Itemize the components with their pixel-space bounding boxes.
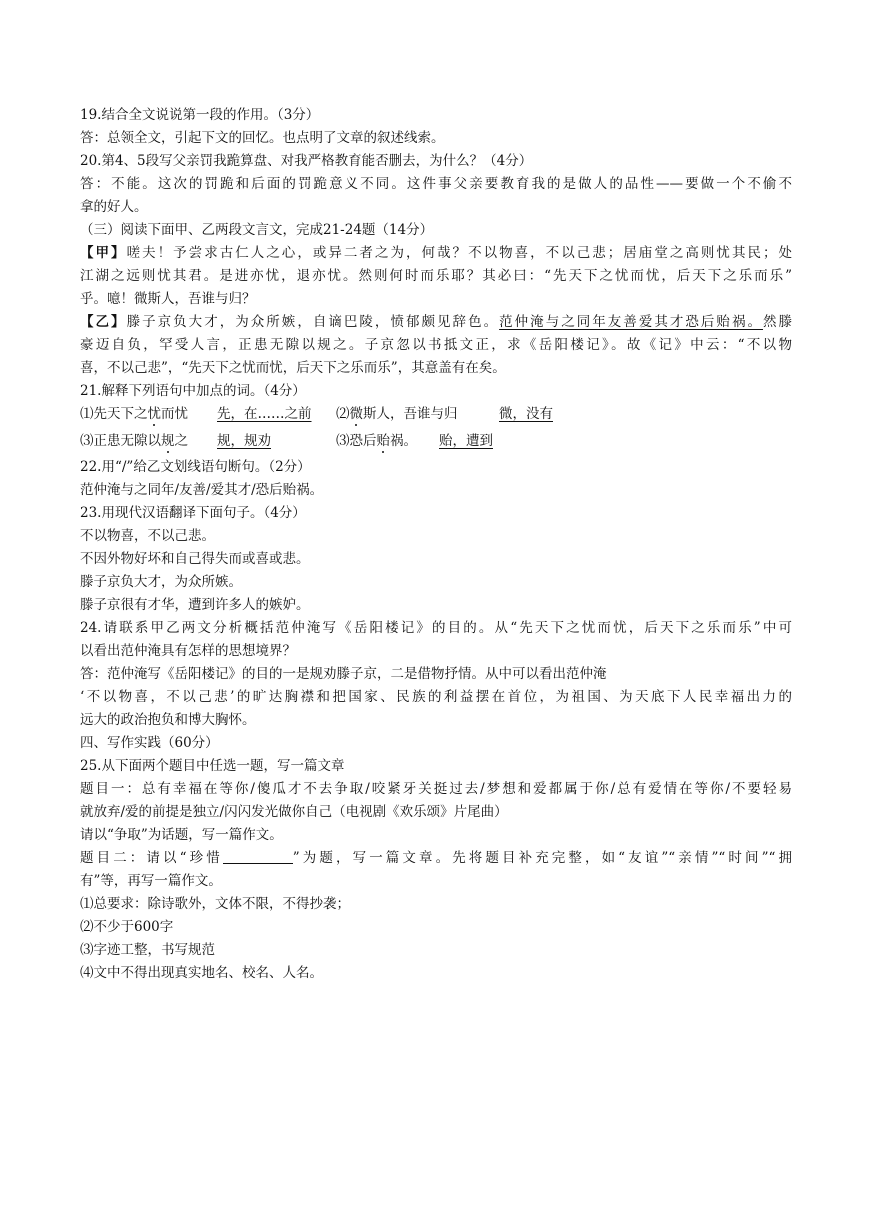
q21-item4-pre: 恐后 [349,433,377,449]
q23-translation1: 不因外物好坏和自己得失而或喜或悲。 [80,551,310,567]
q21-item2-dotted-word: 微 [349,406,363,422]
q25-prompt: 25.从下面两个题目中任选一题，写一篇文章 [80,758,345,774]
q24-answer-line3: 远大的政治抱负和博大胸怀。 [80,712,256,728]
q21-item4-dotted-word: 贻 [376,433,390,449]
requirement-2: ⑵不少于600字 [80,919,174,935]
q21-item2-answer: 微，没有 [499,406,553,422]
requirement-4: ⑷文中不得出现真实地名、校名、人名。 [80,965,323,981]
q20-answer-line2: 拿的好人。 [80,199,148,215]
jia-paragraph-line2: 江湖之远则忧其君。是进亦忧，退亦忧。然则何时而乐耶？其必曰：“先天下之忧而忧，后天下之乐而乐” [80,268,792,284]
topic2-line1 [80,847,792,869]
topic2-text-b: ”为题，写一篇文章。先将题目补充完整，如“友谊”“亲情”“时间”“拥 [292,850,792,866]
yi-paragraph-line1 [80,311,792,333]
q21-question: 21.解释下列语句中加点的词。（4分） [80,383,306,399]
q23-sentence2: 滕子京负大才，为众所嫉。 [80,574,242,590]
jia-text-line1: 嗟夫！予尝求古仁人之心，或异二者之为，何哉？不以物喜，不以己悲；居庙堂之高则忧其民；处 [126,245,793,261]
q23-translation2: 滕子京很有才华，遭到许多人的嫉妒。 [80,597,310,613]
q21-item1-num: ⑴ [80,406,94,422]
q21-item4 [336,430,417,452]
topic1-line1: 题目一：总有幸福在等你/傻瓜才不去争取/咬紧牙关挺过去/梦想和爱都属于你/总有爱情在等你/不要轻易 [80,781,792,797]
q21-item4-post: 祸。 [390,433,417,449]
requirement-1: ⑴总要求：除诗歌外，文体不限，不得抄袭； [80,896,350,912]
q21-item2-num: ⑵ [336,406,350,422]
q22-answer: 范仲淹与之同年/友善/爱其才/恐后贻祸。 [80,482,324,498]
q22-question: 22.用“/”给乙文划线语句断句。（2分） [80,459,311,475]
q21-item1-dotted-word: 忧 [147,406,161,422]
q19-question: 19.结合全文说说第一段的作用。（3分） [80,107,320,123]
q21-item3-pre: 正患无隙以 [93,433,161,449]
q19-answer: 答：总领全文，引起下文的回忆。也点明了文章的叙述线索。 [80,130,445,146]
q21-item3-dotted-word: 规 [161,433,175,449]
requirement-3: ⑶字迹工整，书写规范 [80,942,215,958]
yi-paragraph-line3: 喜，不以己悲”，“先天下之忧而忧，后天下之乐而乐”，其意盖有在矣。 [80,360,506,376]
yi-text-a: 滕子京负大才，为众所嫉，自谪巴陵，愤郁颇见辞色。 [126,314,500,330]
q24-answer-line2: ‘不以物喜，不以己悲’的旷达胸襟和把国家、民族的利益摆在首位，为祖国、为天底下人民幸福出力的 [80,689,792,705]
jia-paragraph-line3: 乎。噫！微斯人，吾谁与归？ [80,291,256,307]
yi-tag: 【乙】 [80,314,127,330]
q24-question-line1: 24.请联系甲乙两文分析概括范仲淹写《岳阳楼记》的目的。从“先天下之忧而忧，后天下之乐而乐”中可 [80,620,792,636]
q23-question: 23.用现代汉语翻译下面句子。（4分） [80,505,306,521]
q21-item3-answer: 规，规劝 [217,433,271,449]
yi-text-b: 然滕 [763,314,793,330]
q21-item1 [80,403,188,425]
topic2-blank [223,849,293,864]
q21-item1-pre: 先天下之 [93,406,148,422]
q23-sentence1: 不以物喜，不以己悲。 [80,528,215,544]
section3-heading: （三）阅读下面甲、乙两段文言文，完成21-24题（14分） [80,222,434,238]
q21-item4-num: ⑶ [336,433,350,449]
q24-question-line2: 以看出范仲淹具有怎样的思想境界？ [80,643,296,659]
topic2-line2: 有”等，再写一篇作文。 [80,873,222,889]
section4-heading: 四、写作实践（60分） [80,735,219,751]
topic2-text-a: 题目二：请以“珍惜 [80,850,223,866]
q20-question: 20.第4、5段写父亲罚我跪算盘、对我严格教育能否删去，为什么？（4分） [80,153,533,169]
q21-item2 [336,403,458,425]
q21-item1-answer: 先，在……之前 [217,406,312,422]
q21-item3-num: ⑶ [80,433,94,449]
q20-answer-line1: 答：不能。这次的罚跪和后面的罚跪意义不同。这件事父亲要教育我的是做人的品性——要做一个不偷不 [80,176,792,192]
q21-item4-answer: 贻，遭到 [439,433,493,449]
q21-item3-post: 之 [174,433,188,449]
topic1-line3: 请以“争取”为话题，写一篇作文。 [80,827,283,843]
q24-answer-line1: 答：范仲淹写《岳阳楼记》的目的一是规劝滕子京，二是借物抒情。从中可以看出范仲淹 [80,666,607,682]
yi-paragraph-line2: 豪迈自负，罕受人言，正患无隙以规之。子京忽以书抵文正，求《岳阳楼记》。故《记》中云：“不以物 [80,337,792,353]
jia-tag: 【甲】 [80,245,127,261]
q21-item3 [80,430,188,452]
jia-paragraph-line1 [80,242,792,264]
q21-item1-post: 而忧 [161,406,188,422]
yi-underlined-sentence: 范仲淹与之同年友善爱其才恐后贻祸。 [499,314,764,330]
q21-item2-post: 斯人，吾谁与归 [363,406,458,422]
topic1-line2: 就放弃/爱的前提是独立/闪闪发光做你自己（电视剧《欢乐颂》片尾曲） [80,804,508,820]
